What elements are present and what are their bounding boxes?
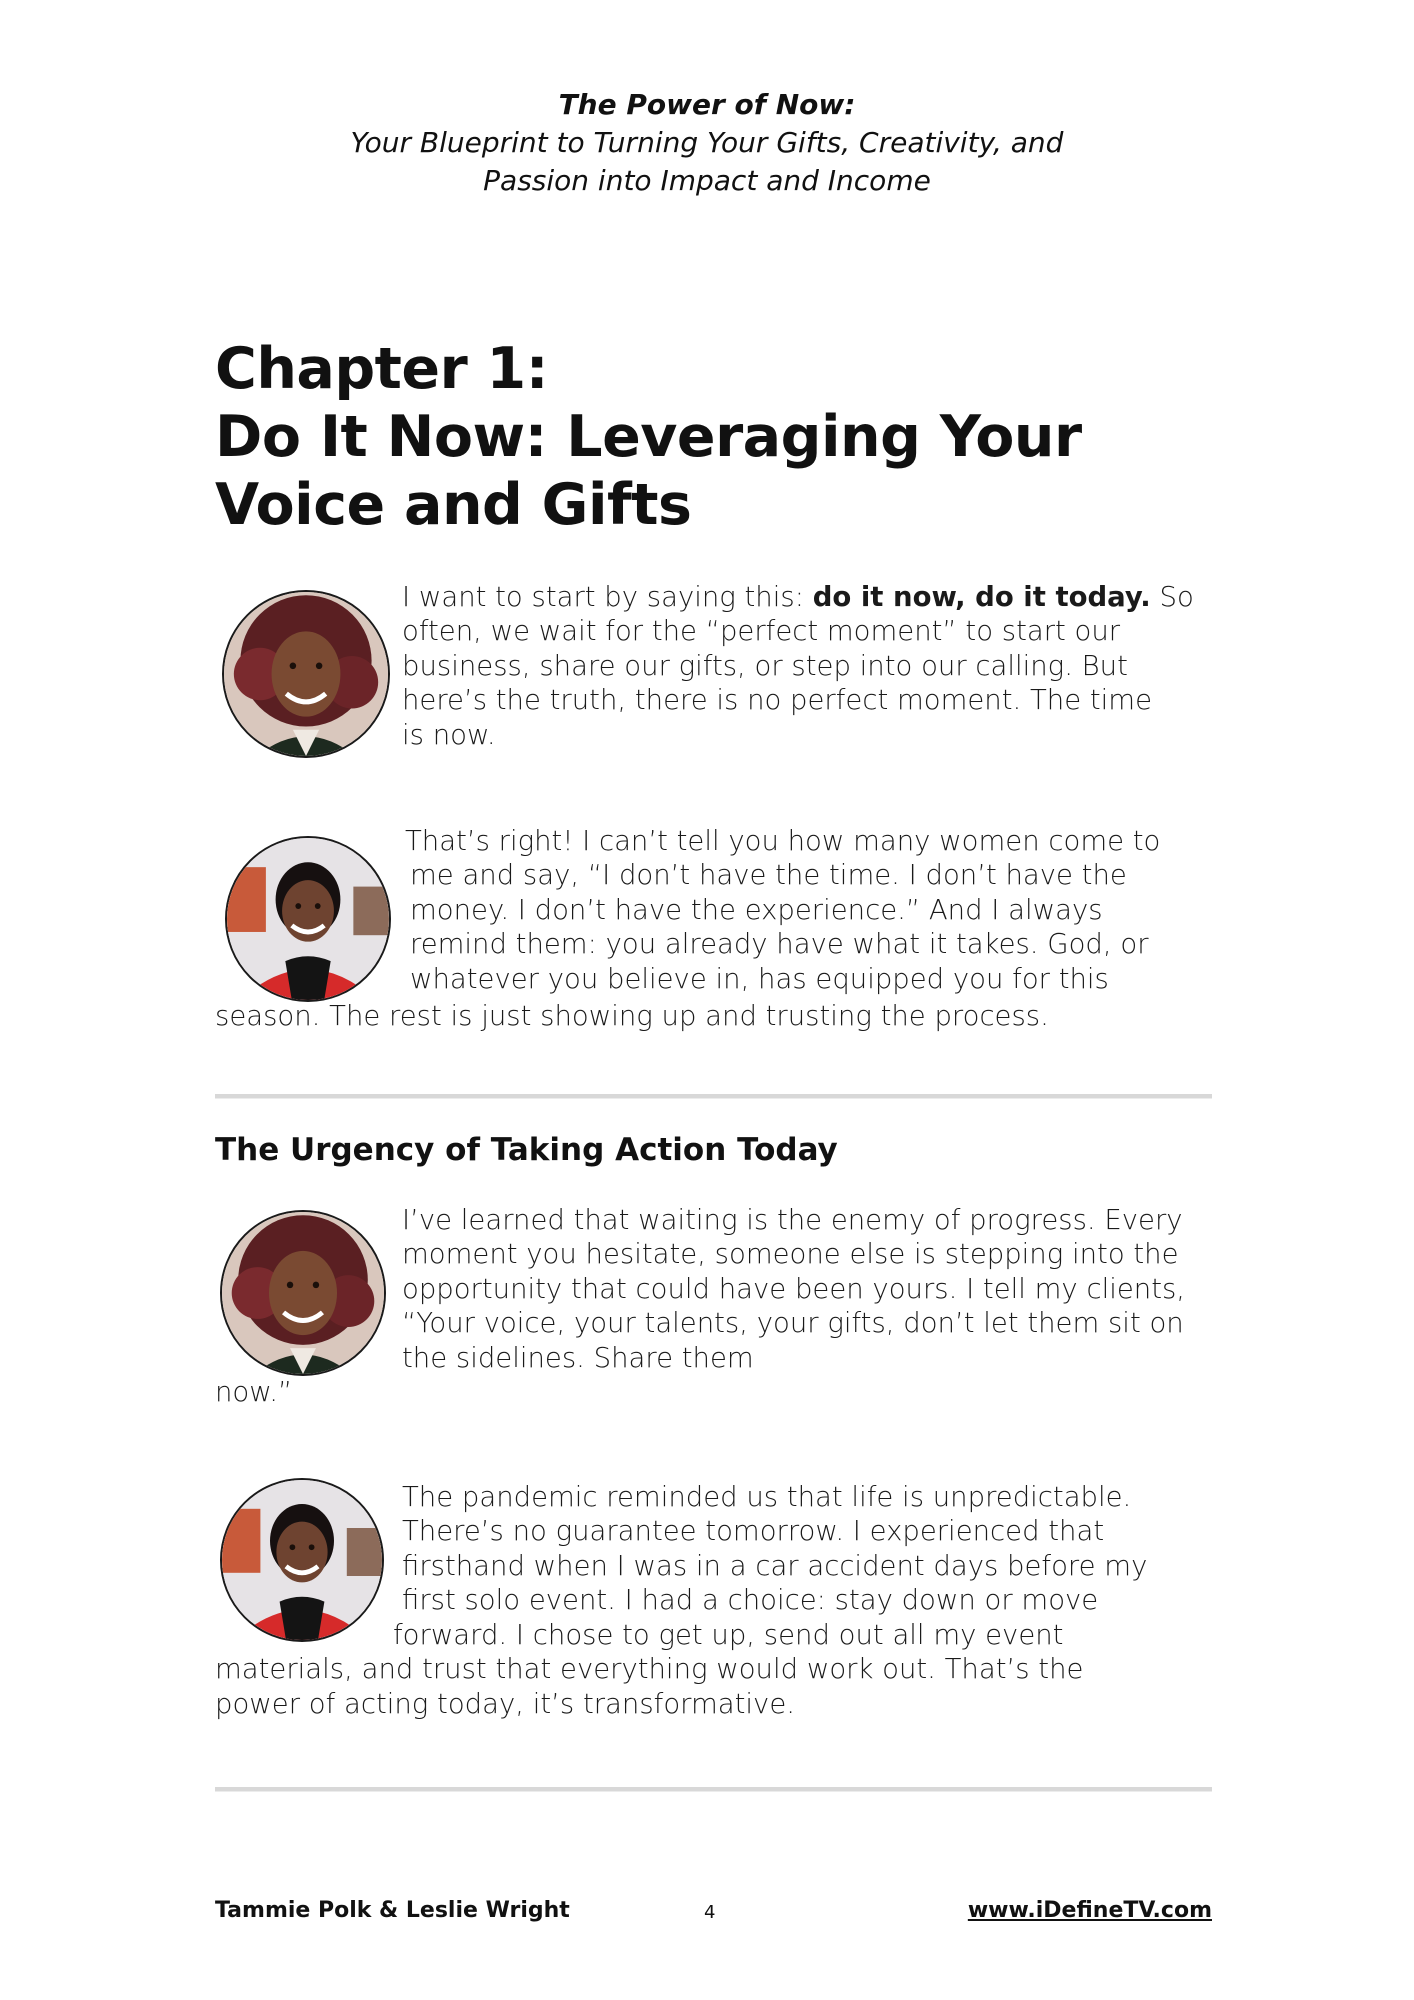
chapter-heading xyxy=(215,335,1215,539)
paragraph-1 xyxy=(402,580,1194,752)
footer-website-link[interactable]: www.iDefineTV.com xyxy=(967,1898,1212,1923)
paragraph-2-line-1: That’s right! I can’t tell you how many women come to xyxy=(405,825,1161,857)
chapter-title-line-1: Do It Now: Leveraging Your xyxy=(215,404,1082,470)
paragraph-1-line-4: here’s the truth, there is no perfect moment. The time xyxy=(402,684,1153,717)
section-title: The Urgency of Taking Action Today xyxy=(215,1132,838,1168)
portrait-red-jacket-icon xyxy=(222,1480,382,1640)
chapter-number: Chapter 1: xyxy=(215,336,548,402)
book-subtitle-line-1: Your Blueprint to Turning Your Gifts, Creativity, and xyxy=(350,126,1064,159)
paragraph-2-line-4: remind them: you already have what it takes. God, or xyxy=(410,928,1149,961)
paragraph-1-line-3: business, share our gifts, or step into our calling. But xyxy=(402,649,1128,682)
author-avatar-2 xyxy=(225,836,391,1002)
author-avatar-3 xyxy=(220,1210,386,1376)
paragraph-4-line-4: first solo event. I had a choice: stay down or move xyxy=(402,1584,1099,1617)
paragraph-4 xyxy=(402,1480,1147,1618)
book-title: The Power of Now: xyxy=(558,88,856,121)
emphasis-do-it-now: do it now, do it today. xyxy=(812,581,1151,613)
running-header xyxy=(0,86,1414,200)
portrait-curly-hair-icon xyxy=(222,1212,384,1374)
paragraph-4-line-3: firsthand when I was in a car accident days before my xyxy=(402,1549,1148,1582)
paragraph-3-line-4: “Your voice, your talents, your gifts, don’t let them sit on xyxy=(402,1307,1184,1340)
paragraph-3-line-1: I’ve learned that waiting is the enemy of progress. Every xyxy=(402,1204,1183,1236)
paragraph-2-line-6: season. The rest is just showing up and trusting the process. xyxy=(215,1000,1049,1032)
paragraph-4-line-1: The pandemic reminded us that life is unpredictable. xyxy=(402,1481,1132,1513)
paragraph-2-continuation xyxy=(215,999,1049,1033)
paragraph-3-line-2: moment you hesitate, someone else is stepping into the xyxy=(402,1238,1179,1271)
paragraph-2 xyxy=(405,824,1160,996)
portrait-curly-hair-icon xyxy=(224,592,388,756)
footer-authors: Tammie Polk & Leslie Wright xyxy=(215,1898,570,1923)
author-avatar-1 xyxy=(222,590,390,758)
paragraph-2-line-3: money. I don’t have the experience.” And I always xyxy=(410,893,1103,926)
book-subtitle-line-2: Passion into Impact and Income xyxy=(483,164,931,197)
paragraph-1-line-1: I want to start by saying this: do it now, do it today. So xyxy=(402,581,1194,613)
paragraph-4-line-2: There’s no guarantee tomorrow. I experienced that xyxy=(402,1515,1105,1548)
section-divider-2 xyxy=(215,1787,1212,1792)
paragraph-4-line-7: power of acting today, it’s transformative. xyxy=(215,1687,795,1720)
paragraph-3-line-5: the sidelines. Share them xyxy=(402,1341,754,1374)
section-divider-1 xyxy=(215,1094,1212,1099)
chapter-title-line-2: Voice and Gifts xyxy=(215,472,692,538)
paragraph-4-line-5: forward. I chose to get up, send out all my event xyxy=(393,1619,1064,1651)
paragraph-4-line-6: materials, and trust that everything would work out. That’s the xyxy=(215,1653,1084,1686)
paragraph-3-line-6: now.” xyxy=(215,1376,293,1408)
portrait-red-jacket-icon xyxy=(227,838,389,1000)
paragraph-4-continuation xyxy=(215,1618,1083,1721)
paragraph-3-continuation xyxy=(215,1375,292,1409)
paragraph-2-line-2: me and say, “I don’t have the time. I don’t have the xyxy=(410,859,1127,892)
paragraph-1-line-5: is now. xyxy=(402,718,496,751)
paragraph-3 xyxy=(402,1203,1185,1375)
paragraph-3-line-3: opportunity that could have been yours. I tell my clients, xyxy=(402,1272,1186,1305)
paragraph-2-line-5: whatever you believe in, has equipped you for this xyxy=(410,962,1109,995)
paragraph-1-line-2: often, we wait for the “perfect moment” to start our xyxy=(402,615,1121,648)
page-number: 4 xyxy=(704,1902,716,1923)
